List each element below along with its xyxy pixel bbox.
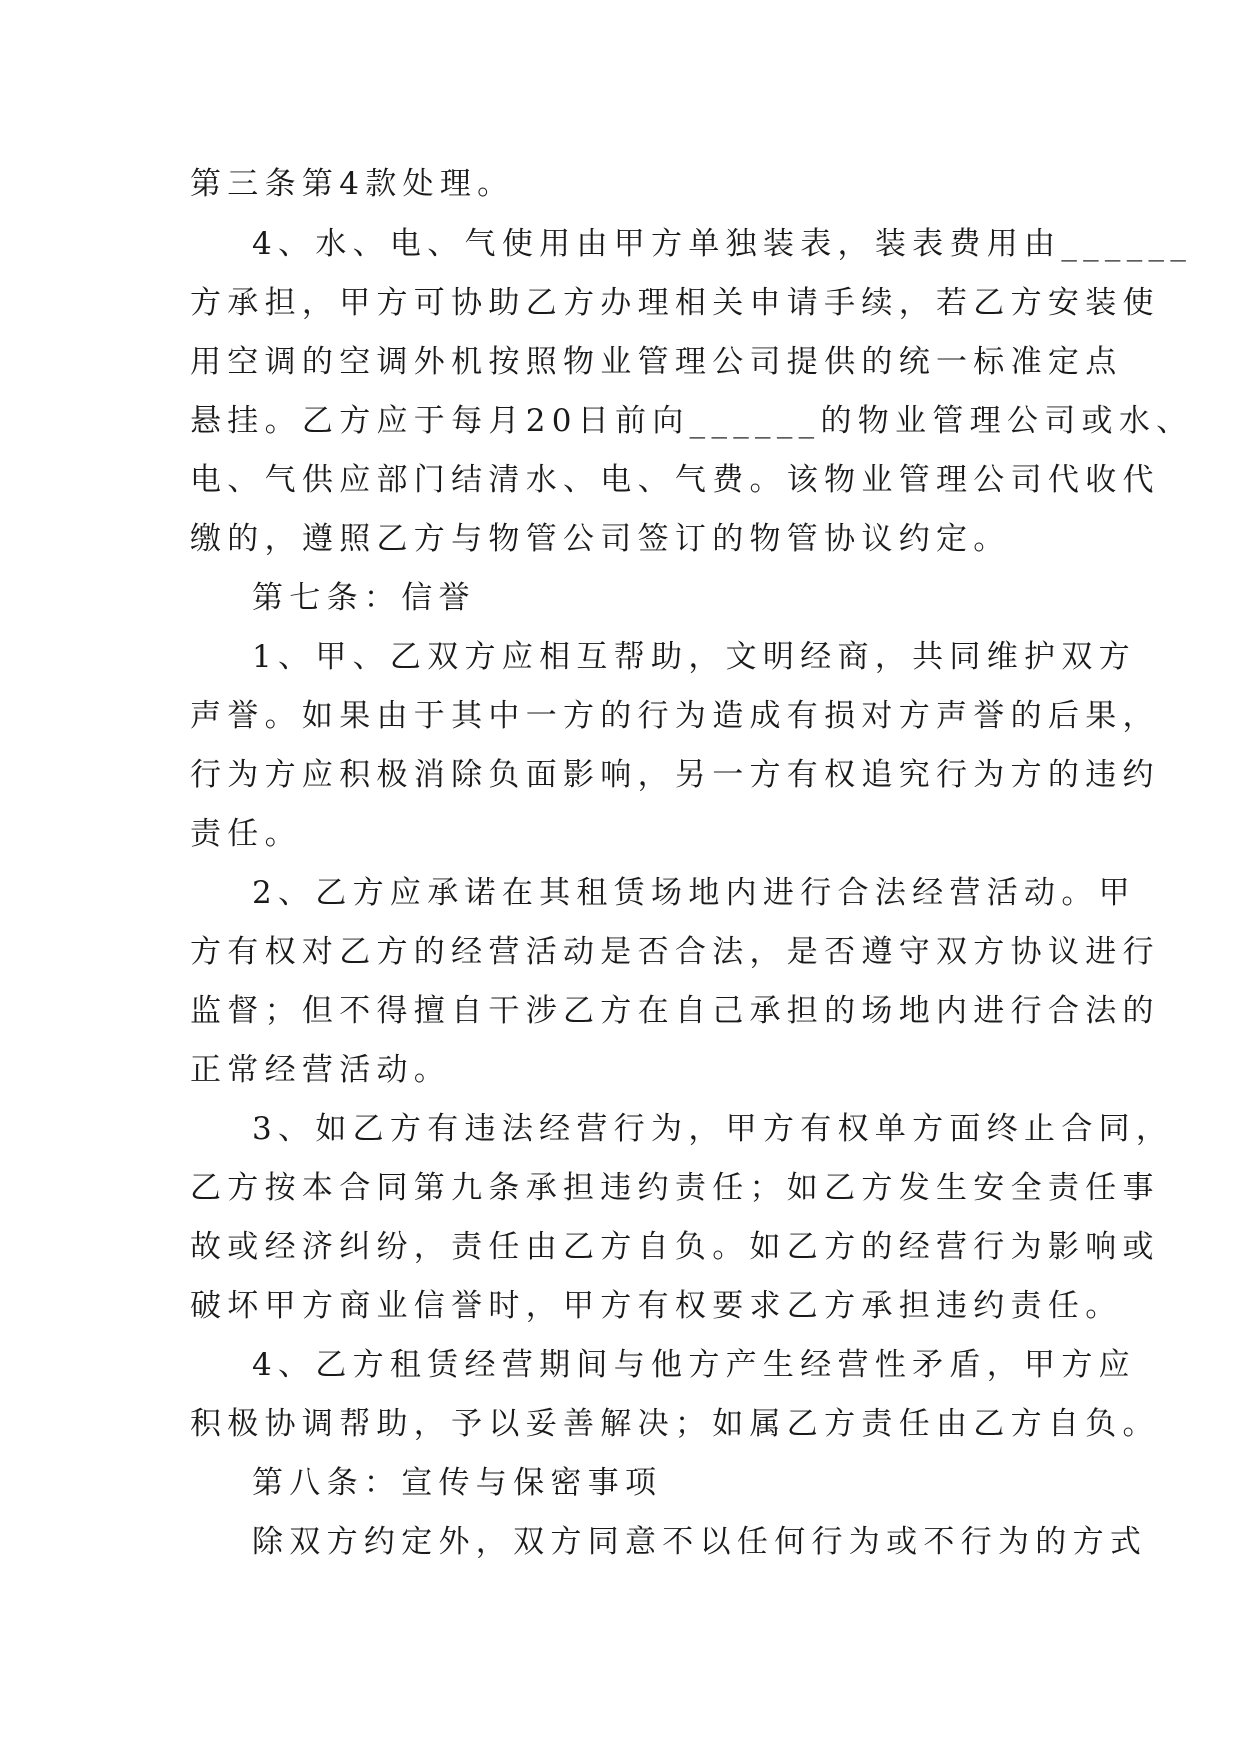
text-line: 积极协调帮助，予以妥善解决；如属乙方责任由乙方自负。 xyxy=(190,1406,1160,1442)
text-line: 1、甲、乙双方应相互帮助，文明经商，共同维护双方 xyxy=(252,639,1136,675)
text-line: 悬挂。乙方应于每月20日前向______的物业管理公司或水、 xyxy=(190,403,1194,439)
text-line: 破坏甲方商业信誉时，甲方有权要求乙方承担违约责任。 xyxy=(190,1288,1123,1324)
text-line: 4、乙方租赁经营期间与他方产生经营性矛盾，甲方应 xyxy=(252,1347,1136,1383)
text-line: 3、如乙方有违法经营行为，甲方有权单方面终止合同， xyxy=(252,1111,1174,1147)
text-line: 正常经营活动。 xyxy=(190,1052,452,1088)
text-line: 用空调的空调外机按照物业管理公司提供的统一标准定点 xyxy=(190,344,1123,380)
text-line: 乙方按本合同第九条承担违约责任；如乙方发生安全责任事 xyxy=(190,1170,1160,1206)
text-line: 责任。 xyxy=(190,816,302,852)
text-line: 行为方应积极消除负面影响，另一方有权追究行为方的违约 xyxy=(190,757,1160,793)
text-line: 故或经济纠纷，责任由乙方自负。如乙方的经营行为影响或 xyxy=(190,1229,1160,1265)
text-line: 第三条第4款处理。 xyxy=(190,166,515,202)
section-heading: 第七条：信誉 xyxy=(252,580,476,616)
text-line: 方有权对乙方的经营活动是否合法，是否遵守双方协议进行 xyxy=(190,934,1160,970)
section-heading: 第八条：宣传与保密事项 xyxy=(252,1465,663,1501)
text-line: 监督；但不得擅自干涉乙方在自己承担的场地内进行合法的 xyxy=(190,993,1160,1029)
text-line: 声誉。如果由于其中一方的行为造成有损对方声誉的后果， xyxy=(190,698,1160,734)
text-line: 方承担，甲方可协助乙方办理相关申请手续，若乙方安装使 xyxy=(190,285,1160,321)
text-line: 4、水、电、气使用由甲方单独装表，装表费用由______ xyxy=(252,226,1193,262)
text-line: 缴的，遵照乙方与物管公司签订的物管协议约定。 xyxy=(190,521,1011,557)
text-line: 2、乙方应承诺在其租赁场地内进行合法经营活动。甲 xyxy=(252,875,1136,911)
text-line: 除双方约定外，双方同意不以任何行为或不行为的方式 xyxy=(252,1524,1148,1560)
text-line: 电、气供应部门结清水、电、气费。该物业管理公司代收代 xyxy=(190,462,1160,498)
